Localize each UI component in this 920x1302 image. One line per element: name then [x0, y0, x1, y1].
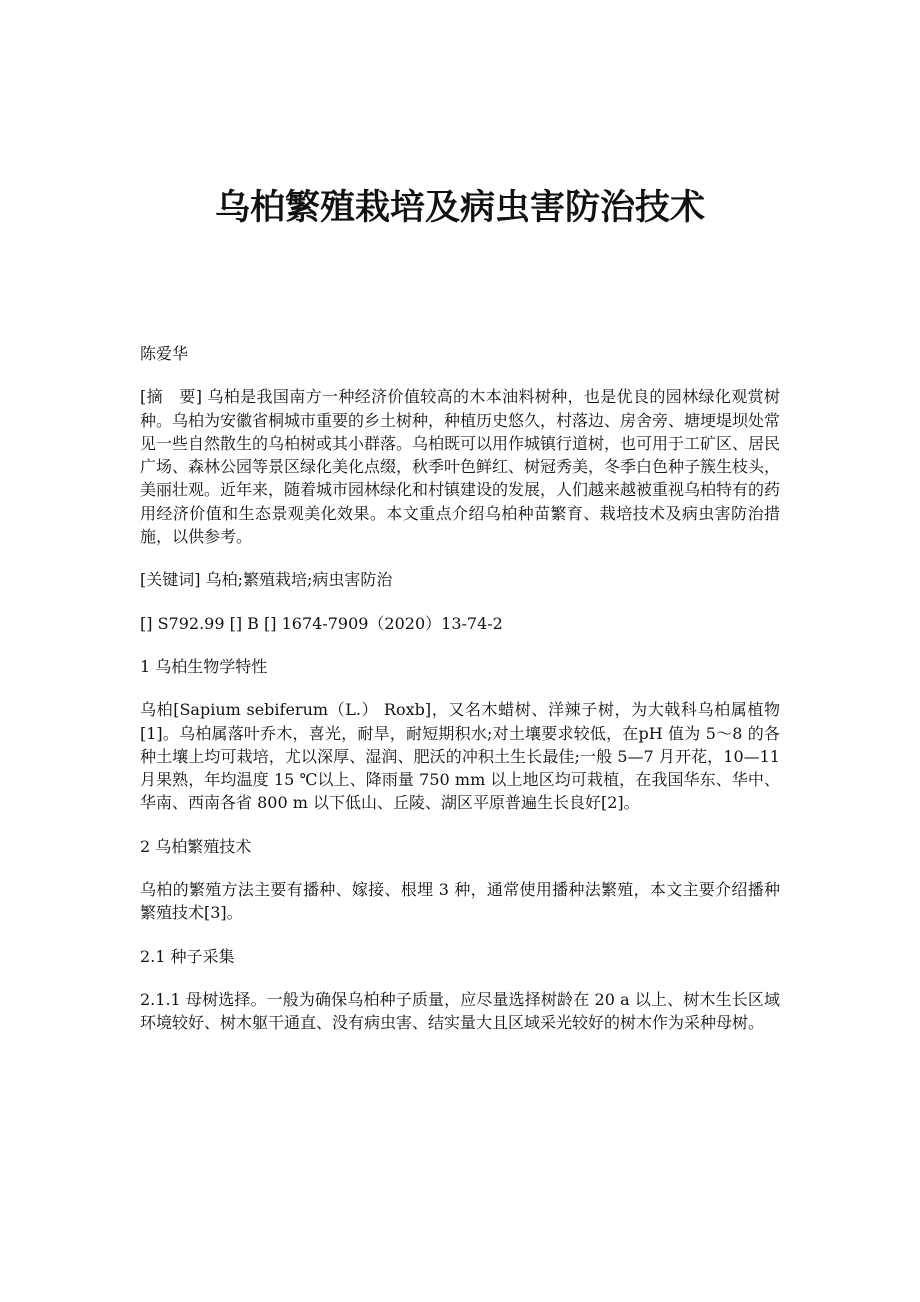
- section-paragraph-2: 乌柏的繁殖方法主要有播种、嫁接、根埋 3 种，通常使用播种法繁殖，本文主要介绍播种繁殖技术[3]。: [140, 880, 780, 923]
- document-body: [140, 342, 780, 1055]
- keywords-line: [关键词] 乌柏;繁殖栽培;病虫害防治: [140, 570, 393, 590]
- section-heading-2: 2 乌柏繁殖技术: [140, 836, 252, 856]
- abstract-paragraph: [摘 要] 乌柏是我国南方一种经济价值较高的木本油料树种，也是优良的园林绿化观赏树种。乌柏为安徽省桐城市重要的乡土树种，种植历史悠久，村落边、房舍旁、塘埂堤坝处常见一些自然散生的乌柏树或其小群落。乌柏既可以用作城镇行道树，也可用于工矿区、居民广场、森林公园等景区绿化美化点缀，秋季叶色鲜红、树冠秀美，冬季白色种子簇生枝头，美丽壮观。近年来，随着城市园林绿化和村镇建设的发展，人们越来越被重视乌柏特有的药用经济价值和生态景观美化效果。本文重点介绍乌柏种苗繁育、栽培技术及病虫害防治措施，以供参考。: [140, 387, 781, 547]
- section-paragraph-1: 乌柏[Sapium sebiferum（L.） Roxb]，又名木蜡树、洋辣子树，为大戟科乌柏属植物[1]。乌柏属落叶乔木，喜光，耐旱，耐短期积水;对土壤要求较低，在pH 值为 5～8 的各种土壤上均可栽培，尤以深厚、湿润、肥沃的冲积土生长最佳;一般 5—7 月开花，10—11 月果熟，年均温度 15 ℃以上、降雨量 750 mm 以上地区均可栽植，在我国华东、华中、华南、西南各省 800 m 以下低山、丘陵、湖区平原普遍生长良好[2]。: [140, 700, 780, 813]
- section-paragraph-2-1-1: 2.1.1 母树选择。一般为确保乌柏种子质量，应尽量选择树龄在 20 a 以上、树木生长区域环境较好、树木躯干通直、没有病虫害、结实量大且区域采光较好的树木作为采种母树。: [140, 989, 780, 1033]
- document-title: 乌柏繁殖栽培及病虫害防治技术: [214, 187, 705, 228]
- author-name: 陈爱华: [140, 344, 189, 363]
- section-heading-2-1: 2.1 种子采集: [140, 946, 235, 966]
- classification-line: [] S792.99 [] B [] 1674-7909（2020）13-74-2: [140, 613, 503, 633]
- section-heading-1: 1 乌柏生物学特性: [140, 656, 268, 676]
